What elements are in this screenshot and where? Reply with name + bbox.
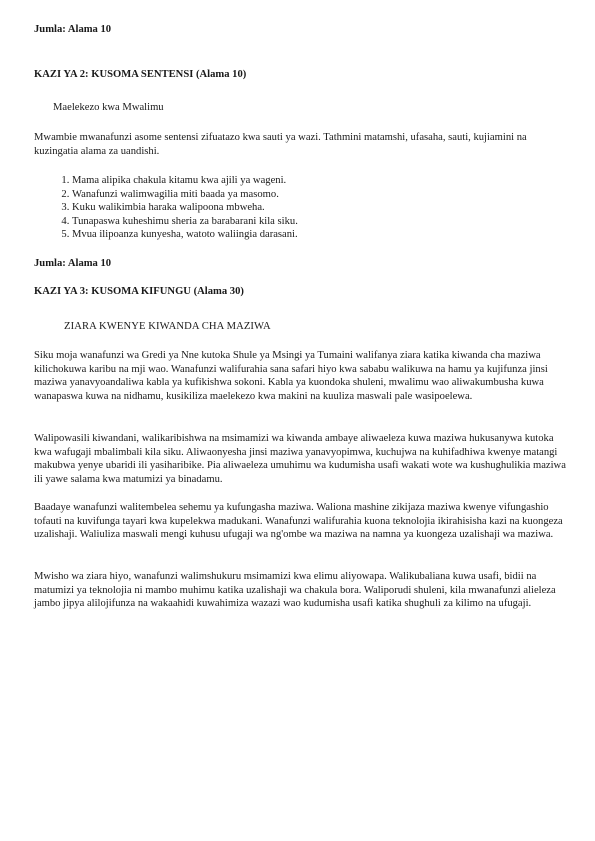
sentence-item: 3. Kuku walikimbia haraka walipoona mbweha. xyxy=(72,201,567,215)
story-paragraph: Mwisho wa ziara hiyo, wanafunzi walimshukuru msimamizi kwa elimu aliyowapa. Walikubaliana kuwa usafi, bidii na matumizi ya teknolojia ni mambo muhimu katika uzalishaji wa chakula bora. Waliporudi shuleni, kila mwanafunzi alieleza jambo jipya alilojifunza na wakaahidi kuwahimiza wazazi wao kudumisha usafi katika shughuli za kilimo na ufugaji. xyxy=(34,571,556,610)
total-score-top: Jumla: Alama 10 xyxy=(34,24,112,35)
story-paragraph: Baadaye wanafunzi walitembelea sehemu ya kufungasha maziwa. Waliona mashine zikijaza maziwa kwenye vifungashio tofauti na kuvifunga tayari kwa kupelekwa madukani. Wanafunzi walifurahia kuona teknolojia ikirahisisha kazi na kuongeza uzalishaji. Waliuliza maswali mengi kuhusu ufugaji wa ng'ombe wa maziwa na namna ya kuongeza uzalishaji wa maziwa. xyxy=(34,502,563,541)
story-paragraph: Walipowasili kiwandani, walikaribishwa na msimamizi wa kiwanda ambaye aliwaeleza kuwa maziwa hukusanywa kutoka kwa wafugaji mbalimbali kila siku. Aliwaonyesha jinsi maziwa yanavyopimwa, kuchujwa na kuhifadhiwa kwenye matangi makubwa yenye ubaridi ili yasiharibike. Pia aliwaeleza umuhimu wa kudumisha usafi wakati wote wa kushughulikia maziwa ili yawe salama kwa matumizi ya binadamu. xyxy=(34,433,566,485)
task2-total: Jumla: Alama 10 xyxy=(34,258,112,269)
teacher-note: Maelekezo kwa Mwalimu xyxy=(53,102,164,113)
sentence-item: 1. Mama alipika chakula kitamu kwa ajili ya wageni. xyxy=(72,174,567,188)
sentence-list xyxy=(34,174,567,242)
sentence-item: 5. Mvua ilipoanza kunyesha, watoto waliingia darasani. xyxy=(72,228,567,242)
sentence-item: 4. Tunapaswa kuheshimu sheria za barabarani kila siku. xyxy=(72,215,567,229)
story-title: ZIARA KWENYE KIWANDA CHA MAZIWA xyxy=(64,321,271,332)
sentence-item: 2. Wanafunzi walimwagilia miti baada ya masomo. xyxy=(72,188,567,202)
story-paragraph: Siku moja wanafunzi wa Gredi ya Nne kutoka Shule ya Msingi ya Tumaini walifanya ziara katika kiwanda cha maziwa kilichokuwa karibu na mji wao. Wanafunzi walifurahia sana safari hiyo kwa sababu walikuwa na hamu ya kujifunza jinsi maziwa yanavyoandaliwa kabla ya kufikishwa sokoni. Kabla ya kuondoka shuleni, mwalimu wao aliwakumbusha kuwa wanapaswa kuwa na nidhamu, kusikiliza maelekezo kwa makini na kuuliza maswali pale wasipoelewa. xyxy=(34,350,548,402)
task2-heading: KAZI YA 2: KUSOMA SENTENSI (Alama 10) xyxy=(34,69,247,80)
task2-instruction: Mwambie mwanafunzi asome sentensi zifuatazo kwa sauti ya wazi. Tathmini matamshi, ufasaha, sauti, kujiamini na kuzingatia alama za uandishi. xyxy=(34,132,527,157)
task3-heading: KAZI YA 3: KUSOMA KIFUNGU (Alama 30) xyxy=(34,286,244,297)
